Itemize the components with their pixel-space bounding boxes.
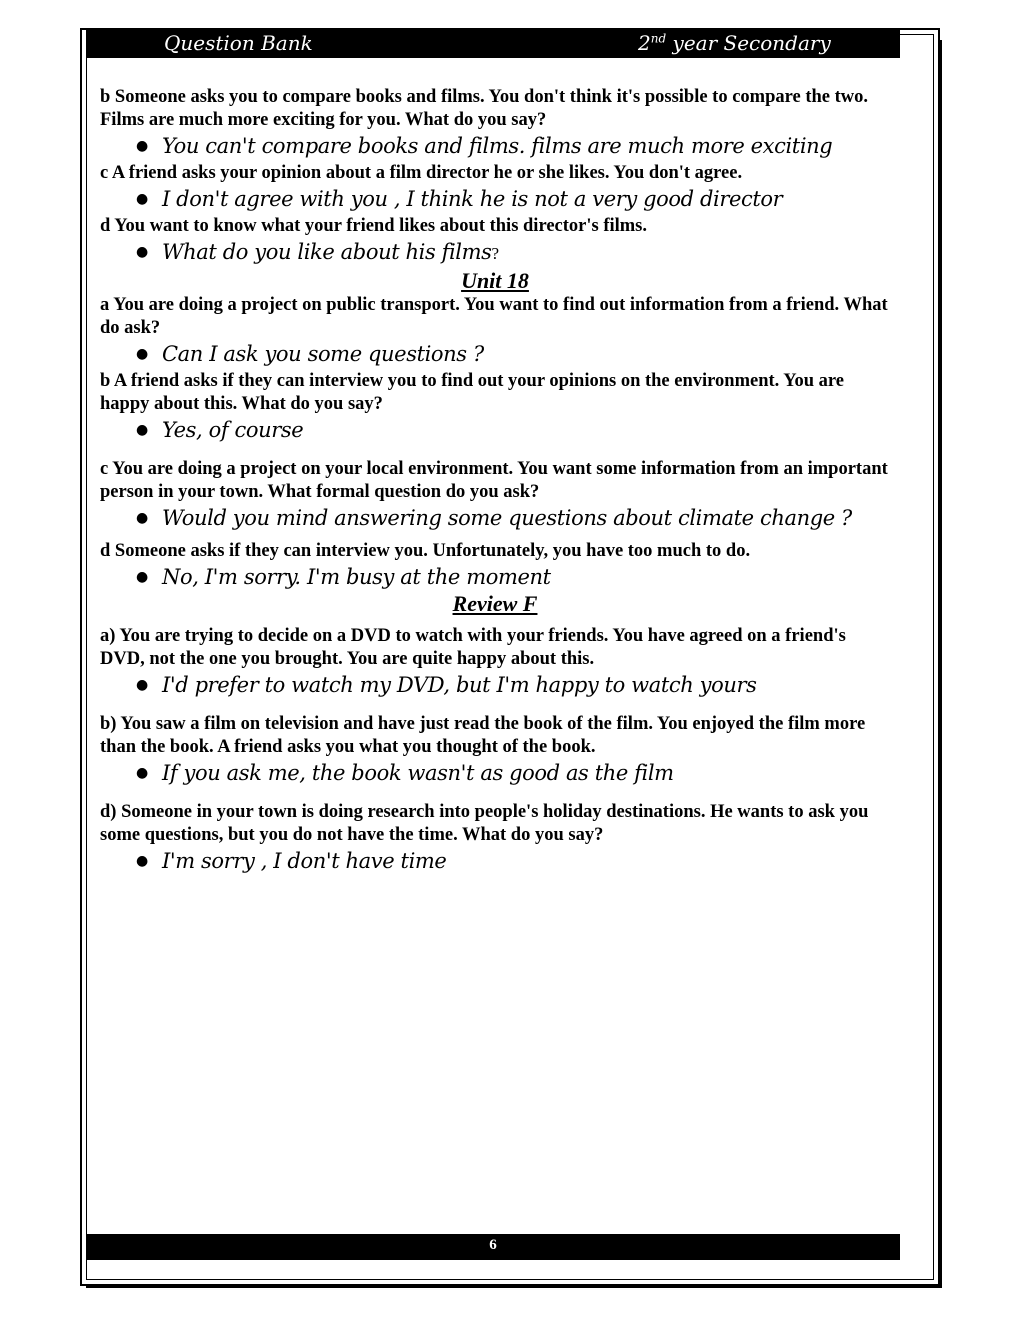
question-text: d You want to know what your friend likes about this director's films.: [100, 216, 648, 236]
level-ordinal: 2: [638, 31, 651, 55]
bullet-icon: ●: [136, 191, 148, 207]
section-heading-unit-18: Unit 18: [461, 268, 529, 293]
section-heading-review-f: Review F: [452, 591, 538, 616]
page-content: [100, 86, 890, 877]
question-text: d Someone asks if they can interview you. Unfortunately, you have too much to do.: [100, 541, 751, 561]
answer-text: What do you like about his films: [162, 240, 492, 264]
answer-item: [100, 416, 890, 444]
question-text: b A friend asks if they can interview you to find out your opinions on the environment. You are happy about this. What do you say?: [100, 371, 845, 414]
question-text: b) You saw a film on television and have just read the book of the film. You enjoyed the film more than the book. A friend asks you what you thought of the book.: [100, 714, 866, 757]
frame-shadow-right: [938, 40, 942, 1288]
answer-text: You can't compare books and films. films are much more exciting: [162, 134, 833, 158]
answer-text: Would you mind answering some questions about climate change ?: [162, 506, 852, 530]
answer-item: [100, 671, 890, 699]
answer-item: [100, 238, 890, 268]
answer-text: I don't agree with you , I think he is not a very good director: [162, 187, 783, 211]
footer-bar: [86, 1234, 900, 1260]
bullet-icon: ●: [136, 422, 148, 438]
answer-question-mark: ?: [491, 244, 499, 263]
answer-item: [100, 847, 890, 875]
level-suffix: nd: [650, 31, 667, 46]
bullet-icon: ●: [136, 569, 148, 585]
question-text: d) Someone in your town is doing research into people's holiday destinations. He wants to ask you some questions, but you do not have the time. What do you say?: [100, 802, 869, 845]
answer-text: I'd prefer to watch my DVD, but I'm happy to watch yours: [162, 673, 757, 697]
answer-item: [100, 340, 890, 368]
header-title: Question Bank: [164, 31, 313, 55]
page-number: 6: [489, 1237, 497, 1253]
answer-item: [100, 759, 890, 787]
header-bar: [86, 30, 900, 58]
answer-text: Can I ask you some questions ?: [162, 342, 484, 366]
bullet-icon: ●: [136, 510, 148, 526]
answer-item: [100, 185, 890, 213]
question-text: c A friend asks your opinion about a film director he or she likes. You don't agree.: [100, 163, 743, 183]
bullet-icon: ●: [136, 244, 148, 260]
answer-text: If you ask me, the book wasn't as good as the film: [162, 761, 674, 785]
level-rest: year Secondary: [666, 31, 831, 55]
frame-shadow-bottom: [86, 1284, 942, 1288]
header-level: [638, 31, 831, 55]
question-text: c You are doing a project on your local environment. You want some information from an important person in your town. What formal question do you ask?: [100, 459, 888, 502]
bullet-icon: ●: [136, 853, 148, 869]
bullet-icon: ●: [136, 765, 148, 781]
answer-item: [100, 563, 890, 591]
answer-text: No, I'm sorry. I'm busy at the moment: [162, 565, 551, 589]
answer-item: [100, 132, 890, 160]
answer-item: [100, 504, 890, 532]
question-text: b Someone asks you to compare books and films. You don't think it's possible to compare the two. Films are much more exciting for you. What do you say?: [100, 87, 869, 130]
bullet-icon: ●: [136, 346, 148, 362]
bullet-icon: ●: [136, 138, 148, 154]
bullet-icon: ●: [136, 677, 148, 693]
answer-text: I'm sorry , I don't have time: [162, 849, 447, 873]
question-text: a You are doing a project on public transport. You want to find out information from a friend. What do ask?: [100, 295, 888, 338]
question-text: a) You are trying to decide on a DVD to watch with your friends. You have agreed on a friend's DVD, not the one you brought. You are quite happy about this.: [100, 626, 846, 669]
answer-text: Yes, of course: [162, 418, 304, 442]
